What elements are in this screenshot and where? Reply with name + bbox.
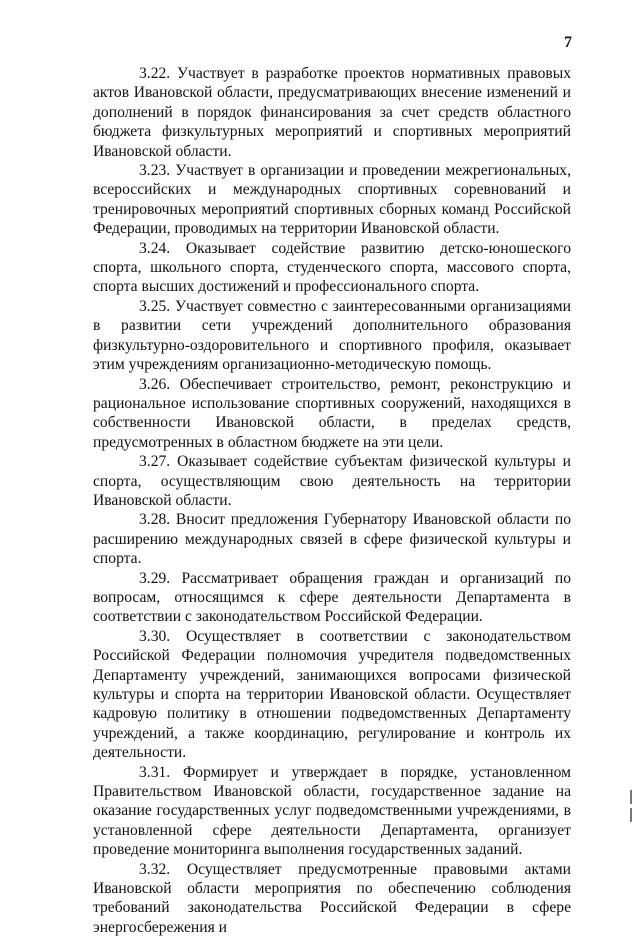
paragraph-3-25: 3.25. Участвует совместно с заинтересованными организациями в развитии сети учреждений дополнительного образования физкультурно-оздоровительного и спортивного профиля, оказывает этим учреждениям организационно-методическую помощь. [93,297,571,374]
scan-artifact-mark [630,790,634,828]
paragraph-3-30: 3.30. Осуществляет в соответствии с законодательством Российской Федерации полномочия учредителя подведомственных Департаменту учреждений, занимающихся вопросами физической культуры и спорта на территории Ивановской области. Осуществляет кадровую политику в отношении подведомственных Департаменту учреждений, а также координацию, регулирование и контроль их деятельности. [93,627,571,762]
paragraph-3-31: 3.31. Формирует и утверждает в порядке, установленном Правительством Ивановской области, государственное задание на оказание государственных услуг подведомственными учреждениями, в установленной сфере деятельности Департамента, организует проведение мониторинга выполнения государственных заданий. [93,763,571,859]
paragraph-3-27: 3.27. Оказывает содействие субъектам физической культуры и спорта, осуществляющим свою деятельность на территории Ивановской области. [93,453,571,509]
paragraph-3-28: 3.28. Вносит предложения Губернатору Ивановской области по расширению международных связей в сфере физической культуры и спорта. [93,511,571,568]
paragraph-3-29: 3.29. Рассматривает обращения граждан и организаций по вопросам, относящимся к сфере деятельности Департамента в соответствии с законодательством Российской Федерации. [93,569,571,626]
paragraph-3-22: 3.22. Участвует в разработке проектов нормативных правовых актов Ивановской области, предусматривающих внесение изменений и дополнений в порядок финансирования за счет средств областного бюджета физкультурных мероприятий и спортивных мероприятий Ивановской области. [93,65,571,160]
paragraph-3-32: 3.32. Осуществляет предусмотренные правовыми актами Ивановской области мероприятия по обеспечению соблюдения требований законодательства Российской Федерации в сфере энергосбережения и [93,860,571,936]
paragraph-3-23: 3.23. Участвует в организации и проведении межрегиональных, всероссийских и международных спортивных соревнований и тренировочных мероприятий спортивных сборных команд Российской Федерации, проводимых на территории Ивановской области. [93,162,571,238]
scan-artifact-line [630,790,632,804]
paragraph-3-26: 3.26. Обеспечивает строительство, ремонт, реконструкцию и рациональное использование спортивных сооружений, находящихся в собственности Ивановской области, в пределах средств, предусмотренных в областном бюджете на эти цели. [93,375,571,451]
document-body [93,64,571,937]
paragraph-3-24: 3.24. Оказывает содействие развитию детско-юношеского спорта, школьного спорта, студенческого спорта, массового спорта, спорта высших достижений и профессионального спорта. [93,239,571,296]
scan-artifact-line [630,808,632,822]
page-number: 7 [564,34,572,51]
